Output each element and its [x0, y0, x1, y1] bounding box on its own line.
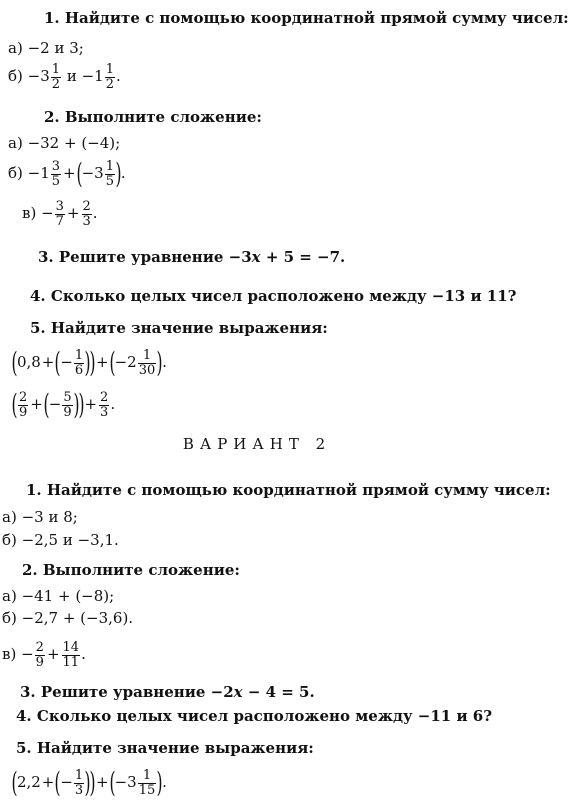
period: .: [81, 645, 86, 663]
minus-sign: −: [60, 773, 73, 791]
variable-x: x: [233, 683, 243, 701]
v1-q3: [38, 247, 345, 267]
period: .: [116, 67, 121, 85]
numerator: 2: [18, 389, 28, 405]
v1-q2-c: [22, 196, 98, 230]
v2-q3: [20, 682, 315, 702]
mixed-whole: −3: [114, 773, 137, 791]
numerator: 1: [138, 769, 157, 784]
v1-q5-e2-fraction-1: [18, 391, 28, 420]
v2-q2-c: [2, 636, 86, 672]
plus-sign: +: [41, 773, 55, 791]
v1-q5-expr-2: [12, 386, 115, 422]
v2-q3-suffix: − 4 = 5.: [242, 683, 315, 701]
v1-q2-c-fraction-2: [82, 200, 92, 229]
close-paren: ): [156, 346, 163, 379]
numerator: 1: [74, 347, 84, 363]
close-paren: ): [84, 766, 91, 799]
numerator: 1: [138, 349, 157, 364]
open-paren: (: [11, 388, 18, 421]
v2-q3-prefix: 3. Решите уравнение −2: [20, 683, 234, 701]
plus-sign: +: [41, 353, 55, 371]
numerator: 1: [105, 158, 114, 174]
mixed-whole: −3: [81, 164, 104, 182]
v1-q1-a: а) −2 и 3;: [8, 39, 84, 57]
v1-q5-title: 5. Найдите значение выражения:: [30, 319, 328, 337]
denominator: 30: [138, 362, 156, 378]
denominator: 7: [55, 213, 64, 229]
v1-q1-b: [8, 60, 121, 92]
open-paren: (: [43, 388, 50, 421]
denominator: 2: [51, 76, 61, 92]
numerator: 2: [35, 639, 44, 655]
variable-x: x: [251, 248, 261, 266]
v2-q2-c-fraction-2: [62, 641, 81, 670]
mixed-whole: −2: [114, 353, 137, 371]
period: .: [162, 773, 167, 791]
minus-sign: −: [60, 353, 73, 371]
close-paren: ): [89, 346, 96, 379]
denominator: 3: [82, 213, 91, 229]
v2-q5-title: 5. Найдите значение выражения:: [16, 739, 314, 757]
v1-q5-expr-1: [12, 344, 167, 380]
open-paren: (: [76, 157, 83, 190]
plus-sign: +: [96, 773, 109, 791]
v1-q2-b-prefix: б) −1: [8, 164, 50, 182]
v2-q5-e1-fraction-1: [74, 769, 84, 798]
denominator: 3: [74, 782, 84, 798]
v1-q2-b-fraction-2: [105, 160, 115, 189]
v2-q2-title: 2. Выполните сложение:: [22, 561, 240, 579]
v1-q1-b-mid: и −1: [66, 67, 104, 85]
decimal: 0,8: [16, 353, 41, 371]
close-paren: ): [89, 766, 96, 799]
v2-q2-c-prefix: в): [2, 645, 17, 663]
v2-q4: 4. Сколько целых чисел расположено между −11 и 6?: [16, 707, 493, 725]
v2-q5-e1-fraction-2: [138, 769, 157, 798]
numerator: 2: [100, 389, 109, 405]
variant-2-heading: ВАРИАНТ 2: [182, 435, 332, 453]
close-paren: ): [84, 346, 91, 379]
v1-q1-b-fraction-1: [51, 63, 61, 92]
close-paren: ): [73, 388, 80, 421]
denominator: 3: [100, 404, 109, 420]
v2-q1-a: а) −3 и 8;: [2, 508, 78, 526]
denominator: 9: [63, 404, 72, 420]
open-paren: (: [54, 766, 61, 799]
denominator: 15: [138, 782, 156, 798]
v1-q2-c-fraction-1: [55, 200, 65, 229]
decimal: 2,2: [16, 773, 41, 791]
minus-sign: −: [41, 204, 54, 222]
v1-q5-e2-fraction-2: [62, 391, 72, 420]
open-paren: (: [54, 346, 61, 379]
v2-q1-title: 1. Найдите с помощью координатной прямой сумму чисел:: [26, 481, 551, 499]
plus-sign: +: [66, 204, 80, 222]
numerator: 1: [74, 767, 84, 783]
numerator: 3: [51, 158, 61, 174]
v1-q5-e2-fraction-3: [99, 391, 109, 420]
minus-sign: −: [48, 395, 62, 413]
numerator: 14: [62, 639, 80, 655]
v1-q5-e1-fraction-2: [138, 349, 157, 378]
open-paren: (: [109, 346, 116, 379]
denominator: 5: [51, 173, 61, 189]
v1-q4: 4. Сколько целых чисел расположено между −13 и 11?: [30, 287, 517, 305]
v1-q2-c-prefix: в): [22, 204, 37, 222]
v1-q2-b: [8, 156, 126, 190]
v2-q2-b: б) −2,7 + (−3,6).: [2, 609, 134, 627]
denominator: 6: [74, 362, 84, 378]
denominator: 9: [35, 654, 44, 670]
denominator: 9: [18, 404, 28, 420]
plus-sign: +: [46, 645, 60, 663]
period: .: [110, 395, 116, 413]
v1-q2-title: 2. Выполните сложение:: [44, 108, 262, 126]
v2-q5-expr-1: [12, 764, 167, 800]
numerator: 2: [82, 198, 91, 214]
v1-q1-b-fraction-2: [105, 63, 115, 92]
v1-q2-b-fraction-1: [51, 160, 61, 189]
v1-q1-title: 1. Найдите с помощью координатной прямой сумму чисел:: [44, 9, 569, 27]
period: .: [120, 164, 126, 182]
open-paren: (: [11, 346, 18, 379]
plus-sign: +: [30, 395, 43, 413]
v1-q3-prefix: 3. Решите уравнение −3: [38, 248, 252, 266]
numerator: 1: [105, 61, 114, 77]
numerator: 3: [55, 198, 64, 214]
open-paren: (: [11, 766, 18, 799]
v2-q1-b: б) −2,5 и −3,1.: [2, 531, 119, 549]
plus-sign: +: [63, 164, 76, 182]
close-paren: ): [115, 157, 122, 190]
v2-q2-a: а) −41 + (−8);: [2, 587, 115, 605]
period: .: [162, 353, 167, 371]
denominator: 2: [105, 76, 114, 92]
plus-sign: +: [84, 395, 98, 413]
v2-q2-c-fraction-1: [35, 641, 45, 670]
close-paren: ): [156, 766, 163, 799]
denominator: 5: [105, 173, 114, 189]
numerator: 1: [51, 61, 61, 77]
period: .: [92, 204, 98, 222]
plus-sign: +: [96, 353, 109, 371]
open-paren: (: [109, 766, 116, 799]
numerator: 5: [63, 389, 72, 405]
v1-q5-e1-fraction-1: [74, 349, 84, 378]
close-paren: ): [77, 388, 85, 421]
v1-q2-a: а) −32 + (−4);: [8, 134, 121, 152]
denominator: 11: [62, 654, 80, 670]
minus-sign: −: [21, 645, 34, 663]
v1-q3-suffix: + 5 = −7.: [260, 248, 346, 266]
v1-q1-b-prefix: б) −3: [8, 67, 50, 85]
